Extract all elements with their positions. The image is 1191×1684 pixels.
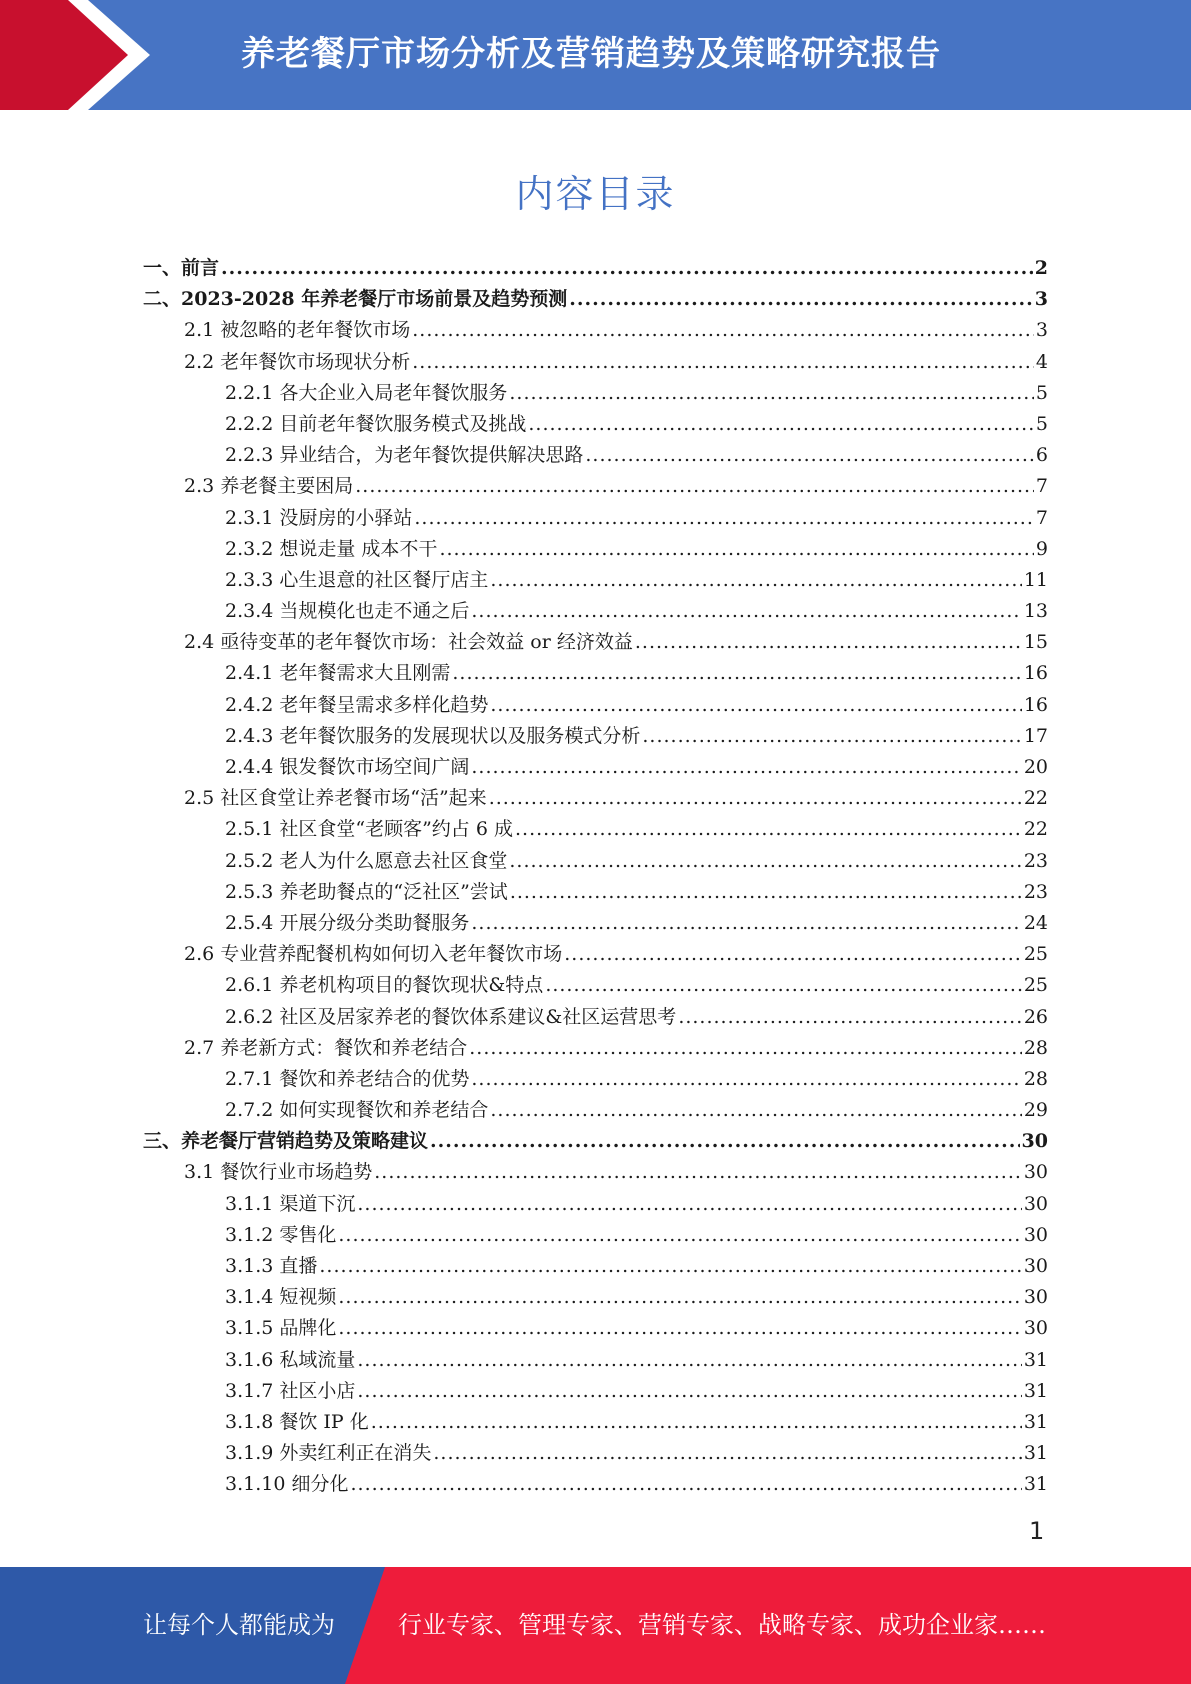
toc-dot-leader [490, 690, 1021, 721]
toc-entry-label: 2.7 养老新方式：餐饮和养老结合 [184, 1036, 468, 1059]
header-banner [0, 0, 1191, 110]
toc-entry-page: 22 [1023, 818, 1048, 841]
toc-dot-leader [430, 1126, 1020, 1157]
footer-slogan-left: 让每个人都能成为 [143, 1611, 335, 1639]
toc-entry-page: 31 [1023, 1473, 1048, 1496]
toc-entry-label: 3.1 餐饮行业市场趋势 [184, 1161, 373, 1184]
toc-entry[interactable] [143, 1157, 1048, 1188]
toc-entry-label: 3.1.5 品牌化 [225, 1317, 337, 1340]
toc-entry-page: 30 [1023, 1192, 1048, 1215]
toc-dot-leader [471, 596, 1021, 627]
toc-dot-leader [509, 378, 1034, 409]
toc-entry-label: 2.5.3 养老助餐点的“泛社区”尝试 [225, 880, 508, 903]
toc-dot-leader [412, 347, 1034, 378]
toc-entry[interactable] [143, 1438, 1048, 1469]
toc-entry[interactable] [143, 534, 1048, 565]
toc-dot-leader [489, 783, 1022, 814]
toc-entry[interactable] [143, 565, 1048, 596]
toc-entry-label: 3.1.7 社区小店 [225, 1379, 356, 1402]
toc-entry-label: 2.7.2 如何实现餐饮和养老结合 [225, 1099, 489, 1122]
toc-entry[interactable] [143, 1345, 1048, 1376]
toc-entry[interactable] [143, 378, 1048, 409]
toc-entry-label: 2.5.1 社区食堂“老顾客”约占 6 成 [225, 818, 513, 841]
toc-entry-page: 7 [1035, 506, 1048, 529]
toc-entry[interactable] [143, 1469, 1048, 1500]
toc-entry-page: 3 [1034, 288, 1048, 311]
toc-entry-label: 2.3.4 当规模化也走不通之后 [225, 600, 470, 623]
toc-dot-leader [355, 471, 1034, 502]
toc-entry-page: 4 [1035, 350, 1048, 373]
toc-entry-page: 31 [1023, 1410, 1048, 1433]
toc-entry-page: 20 [1023, 756, 1048, 778]
toc-entry-label: 2.4.4 银发餐饮市场空间广阔 [225, 756, 470, 778]
toc-entry[interactable] [143, 970, 1048, 1001]
toc-entry-page: 13 [1023, 600, 1048, 623]
toc-entry-page: 11 [1023, 568, 1048, 591]
toc-entry[interactable] [143, 1002, 1048, 1033]
toc-entry[interactable] [143, 877, 1048, 908]
toc-dot-leader [678, 1002, 1022, 1033]
toc-entry-label: 2.6.2 社区及居家养老的餐饮体系建议&社区运营思考 [225, 1005, 677, 1028]
toc-entry[interactable] [143, 284, 1048, 315]
toc-entry[interactable] [143, 315, 1048, 346]
toc-entry-label: 2.4.3 老年餐饮服务的发展现状以及服务模式分析 [225, 724, 641, 747]
toc-entry-label: 3.1.6 私域流量 [225, 1348, 356, 1371]
toc-entry[interactable] [143, 253, 1048, 284]
toc-entry[interactable] [143, 1095, 1048, 1126]
toc-entry-page: 30 [1023, 1223, 1048, 1246]
toc-entry-page: 25 [1023, 974, 1048, 997]
toc-entry-label: 二、2023-2028 年养老餐厅市场前景及趋势预测 [143, 288, 568, 311]
toc-dot-leader [338, 1313, 1021, 1344]
toc-entry-label: 2.7.1 餐饮和养老结合的优势 [225, 1067, 470, 1090]
toc-entry[interactable] [143, 503, 1048, 534]
report-title: 养老餐厅市场分析及营销趋势及策略研究报告 [241, 34, 941, 74]
toc-entry-label: 2.2.1 各大企业入局老年餐饮服务 [225, 381, 508, 404]
toc-entry-label: 2.5.2 老人为什么愿意去社区食堂 [225, 849, 508, 872]
toc-entry-page: 24 [1023, 911, 1048, 934]
toc-dot-leader [338, 1220, 1021, 1251]
toc-entry-page: 26 [1023, 1005, 1048, 1028]
toc-dot-leader [357, 1376, 1021, 1407]
toc-entry-page: 31 [1023, 1442, 1048, 1465]
toc-entry[interactable] [143, 1126, 1048, 1157]
toc-entry-page: 9 [1035, 537, 1048, 560]
toc-dot-leader [319, 1251, 1021, 1282]
toc-dot-leader [414, 503, 1034, 534]
toc-entry-label: 2.4.1 老年餐需求大且刚需 [225, 662, 451, 685]
toc-dot-leader [357, 1345, 1021, 1376]
toc-entry[interactable] [143, 752, 1048, 783]
toc-dot-leader [564, 939, 1022, 970]
toc-dot-leader [469, 1033, 1022, 1064]
toc-entry[interactable] [143, 1064, 1048, 1095]
toc-entry-label: 2.3 养老餐主要困局 [184, 475, 354, 498]
toc-entry-label: 3.1.1 渠道下沉 [225, 1192, 356, 1215]
toc-dot-leader [221, 253, 1033, 284]
toc-entry-label: 三、养老餐厅营销趋势及策略建议 [143, 1130, 429, 1153]
toc-dot-leader [490, 1095, 1021, 1126]
toc-entry-page: 28 [1023, 1067, 1048, 1090]
footer-banner [0, 1567, 1191, 1684]
toc-dot-leader [635, 627, 1022, 658]
toc-dot-leader [357, 1189, 1021, 1220]
toc-entry[interactable] [143, 658, 1048, 689]
toc-entry-page: 31 [1023, 1348, 1048, 1371]
toc-entry-label: 3.1.8 餐饮 IP 化 [225, 1410, 369, 1433]
toc-entry-page: 15 [1023, 631, 1048, 654]
toc-entry-label: 2.3.2 想说走量 成本不干 [225, 537, 438, 560]
toc-entry-page: 5 [1035, 381, 1048, 404]
toc-entry[interactable] [143, 1313, 1048, 1344]
toc-dot-leader [471, 908, 1021, 939]
toc-entry-page: 30 [1021, 1130, 1048, 1153]
toc-entry-page: 29 [1023, 1099, 1048, 1122]
toc-entry[interactable] [143, 627, 1048, 658]
toc-entry[interactable] [143, 908, 1048, 939]
toc-dot-leader [350, 1469, 1021, 1500]
toc-dot-leader [471, 752, 1021, 783]
toc-entry[interactable] [143, 1189, 1048, 1220]
toc-entry-page: 31 [1023, 1379, 1048, 1402]
toc-entry[interactable] [143, 596, 1048, 627]
toc-entry-page: 30 [1023, 1161, 1048, 1184]
toc-dot-leader [452, 658, 1021, 689]
toc-dot-leader [515, 814, 1022, 845]
footer-slogan-right: 行业专家、管理专家、营销专家、战略专家、成功企业家…… [398, 1611, 1046, 1639]
toc-entry[interactable] [143, 347, 1048, 378]
toc-title: 内容目录 [515, 172, 676, 216]
toc-dot-leader [585, 440, 1034, 471]
toc-entry[interactable] [143, 846, 1048, 877]
toc-dot-leader [433, 1438, 1021, 1469]
toc-dot-leader [569, 284, 1033, 315]
toc-entry[interactable] [143, 1251, 1048, 1282]
toc-entry-page: 6 [1035, 444, 1048, 467]
toc-dot-leader [471, 1064, 1021, 1095]
toc-dot-leader [338, 1282, 1021, 1313]
toc-entry[interactable] [143, 1376, 1048, 1407]
toc-dot-leader [439, 534, 1033, 565]
toc-entry[interactable] [143, 939, 1048, 970]
toc-dot-leader [509, 846, 1021, 877]
toc-entry[interactable] [143, 1282, 1048, 1313]
toc-entry[interactable] [143, 1407, 1048, 1438]
toc-entry-page: 2 [1034, 257, 1048, 279]
toc-entry-label: 2.5.4 开展分级分类助餐服务 [225, 911, 470, 934]
toc-entry-label: 3.1.3 直播 [225, 1255, 318, 1277]
toc-entry-page: 22 [1023, 787, 1048, 810]
toc-dot-leader [528, 409, 1034, 440]
toc-entry-page: 16 [1023, 693, 1048, 716]
toc-entry-label: 2.3.1 没厨房的小驿站 [225, 506, 413, 529]
toc-dot-leader [374, 1157, 1022, 1188]
toc-entry-label: 2.1 被忽略的老年餐饮市场 [184, 319, 411, 342]
toc-dot-leader [545, 970, 1022, 1001]
toc-entry-page: 16 [1023, 662, 1048, 685]
toc-entry-page: 17 [1023, 724, 1048, 747]
toc-dot-leader [371, 1407, 1022, 1438]
toc-entry[interactable] [143, 440, 1048, 471]
toc-entry-page: 28 [1023, 1036, 1048, 1059]
toc-entry-page: 23 [1023, 849, 1048, 872]
toc-entry-page: 30 [1023, 1286, 1048, 1309]
toc-entry[interactable] [143, 690, 1048, 721]
toc-entry[interactable] [143, 783, 1048, 814]
toc-list [143, 253, 1048, 1501]
toc-entry-label: 2.2.2 目前老年餐饮服务模式及挑战 [225, 412, 527, 435]
toc-entry-label: 2.3.3 心生退意的社区餐厅店主 [225, 568, 489, 591]
toc-entry[interactable] [143, 409, 1048, 440]
page-number: 1 [1029, 1517, 1045, 1545]
toc-entry-label: 3.1.4 短视频 [225, 1286, 337, 1309]
toc-entry-label: 一、前言 [143, 257, 220, 279]
toc-entry-page: 7 [1035, 475, 1048, 498]
toc-entry[interactable] [143, 1033, 1048, 1064]
toc-dot-leader [510, 877, 1022, 908]
toc-entry-page: 25 [1023, 943, 1048, 966]
toc-entry-page: 5 [1035, 412, 1048, 435]
toc-entry-label: 3.1.10 细分化 [225, 1473, 349, 1496]
toc-entry-page: 30 [1023, 1255, 1048, 1277]
toc-entry-label: 2.2.3 异业结合，为老年餐饮提供解决思路 [225, 444, 584, 467]
toc-entry-label: 3.1.9 外卖红利正在消失 [225, 1442, 432, 1465]
toc-entry-page: 30 [1023, 1317, 1048, 1340]
toc-entry-label: 2.6 专业营养配餐机构如何切入老年餐饮市场 [184, 943, 563, 966]
toc-entry[interactable] [143, 471, 1048, 502]
toc-entry-page: 3 [1035, 319, 1048, 342]
toc-entry-label: 2.6.1 养老机构项目的餐饮现状&特点 [225, 974, 544, 997]
toc-entry[interactable] [143, 721, 1048, 752]
toc-entry-label: 2.2 老年餐饮市场现状分析 [184, 350, 411, 373]
toc-entry-page: 23 [1023, 880, 1048, 903]
toc-entry[interactable] [143, 814, 1048, 845]
toc-dot-leader [642, 721, 1021, 752]
toc-dot-leader [490, 565, 1021, 596]
toc-entry-label: 2.5 社区食堂让养老餐市场“活”起来 [184, 787, 487, 810]
toc-entry-label: 2.4.2 老年餐呈需求多样化趋势 [225, 693, 489, 716]
toc-entry-label: 3.1.2 零售化 [225, 1223, 337, 1246]
toc-entry[interactable] [143, 1220, 1048, 1251]
toc-entry-label: 2.4 亟待变革的老年餐饮市场：社会效益 or 经济效益 [184, 631, 633, 654]
toc-dot-leader [412, 315, 1034, 346]
